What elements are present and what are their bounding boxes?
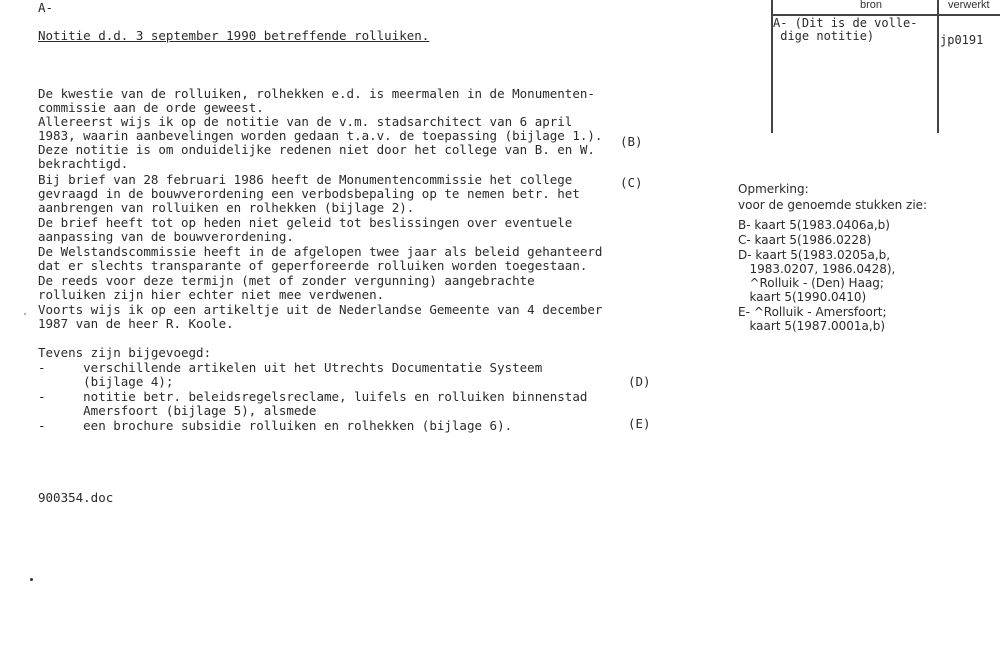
table-column-divider bbox=[937, 0, 939, 133]
remarks-intro: voor de genoemde stukken zie: bbox=[738, 198, 928, 212]
body-line: aanpassing van de bouwverordening. bbox=[38, 229, 294, 244]
scan-speck bbox=[24, 313, 26, 315]
remarks-line: C- kaart 5(1986.0228) bbox=[738, 233, 872, 247]
attachment-line: - verschillende artikelen uit het Utrechts Documentatie Systeem bbox=[38, 360, 543, 375]
body-line: Allereerst wijs ik op de notitie van de v.m. stadsarchitect van 6 april bbox=[38, 114, 573, 129]
remarks-line: kaart 5(1990.0410) bbox=[738, 290, 867, 304]
footer-filename: 900354.doc bbox=[38, 490, 114, 505]
source-bron-cell: A- (Dit is de volle- dige notitie) bbox=[773, 16, 918, 43]
remarks-line: D- kaart 5(1983.0205a,b, bbox=[738, 248, 891, 262]
body-line: rolluiken zijn hier echter niet mee verdwenen. bbox=[38, 287, 385, 302]
source-col-verwerkt: verwerkt bbox=[948, 0, 990, 11]
source-col-bron: bron bbox=[860, 0, 883, 11]
remarks-line: 1983.0207, 1986.0428), bbox=[738, 262, 896, 276]
attachments-intro: Tevens zijn bijgevoegd: bbox=[38, 345, 212, 360]
margin-mark-c: (C) bbox=[620, 175, 643, 190]
body-line: De brief heeft tot op heden niet geleid tot beslissingen over eventuele bbox=[38, 215, 573, 230]
scan-speck bbox=[30, 578, 33, 581]
remarks-line: E- ^Rolluik - Amersfoort; bbox=[738, 305, 887, 319]
body-line: Deze notitie is om onduidelijke redenen niet door het college van B. en W. bbox=[38, 142, 595, 157]
remarks-line: ^Rolluik - (Den) Haag; bbox=[738, 276, 884, 290]
remarks-title: Opmerking: bbox=[738, 182, 809, 196]
body-line: gevraagd in de bouwverordening een verbodsbepaling op te nemen betr. het bbox=[38, 186, 580, 201]
document-title: Notitie d.d. 3 september 1990 betreffende rolluiken. bbox=[38, 28, 430, 43]
attachment-line: - een brochure subsidie rolluiken en rolhekken (bijlage 6). bbox=[38, 418, 513, 433]
body-line: bekrachtigd. bbox=[38, 156, 129, 171]
remarks-line: kaart 5(1987.0001a,b) bbox=[738, 319, 886, 333]
body-line: 1987 van de heer R. Koole. bbox=[38, 316, 234, 331]
source-verwerkt-cell: jp0191 bbox=[940, 33, 984, 47]
body-line: De Welstandscommissie heeft in de afgelopen twee jaar als beleid gehanteerd bbox=[38, 244, 603, 259]
body-line: aanbrengen van rolluiken en rolhekken (bijlage 2). bbox=[38, 200, 415, 215]
body-line: Bij brief van 28 februari 1986 heeft de Monumentencommissie het college bbox=[38, 172, 573, 187]
body-line: commissie aan de orde geweest. bbox=[38, 100, 264, 115]
attachment-line: Amersfoort (bijlage 5), alsmede bbox=[38, 403, 317, 418]
margin-mark-b: (B) bbox=[620, 134, 643, 149]
body-line: De kwestie van de rolluiken, rolhekken e.d. is meermalen in de Monumenten- bbox=[38, 86, 595, 101]
document-ref: A- bbox=[38, 0, 54, 15]
body-line: dat er slechts transparante of geperforeerde rolluiken worden toegestaan. bbox=[38, 258, 588, 273]
body-line: De reeds voor deze termijn (met of zonder vergunning) aangebrachte bbox=[38, 273, 535, 288]
attachment-line: - notitie betr. beleidsregelsreclame, luifels en rolluiken binnenstad bbox=[38, 389, 588, 404]
margin-mark-e: (E) bbox=[628, 416, 651, 431]
body-line: 1983, waarin aanbevelingen worden gedaan t.a.v. de toepassing (bijlage 1.). bbox=[38, 128, 603, 143]
attachment-line: (bijlage 4); bbox=[38, 374, 174, 389]
margin-mark-d: (D) bbox=[628, 374, 651, 389]
body-line: Voorts wijs ik op een artikeltje uit de Nederlandse Gemeente van 4 december bbox=[38, 302, 603, 317]
remarks-line: B- kaart 5(1983.0406a,b) bbox=[738, 218, 890, 232]
